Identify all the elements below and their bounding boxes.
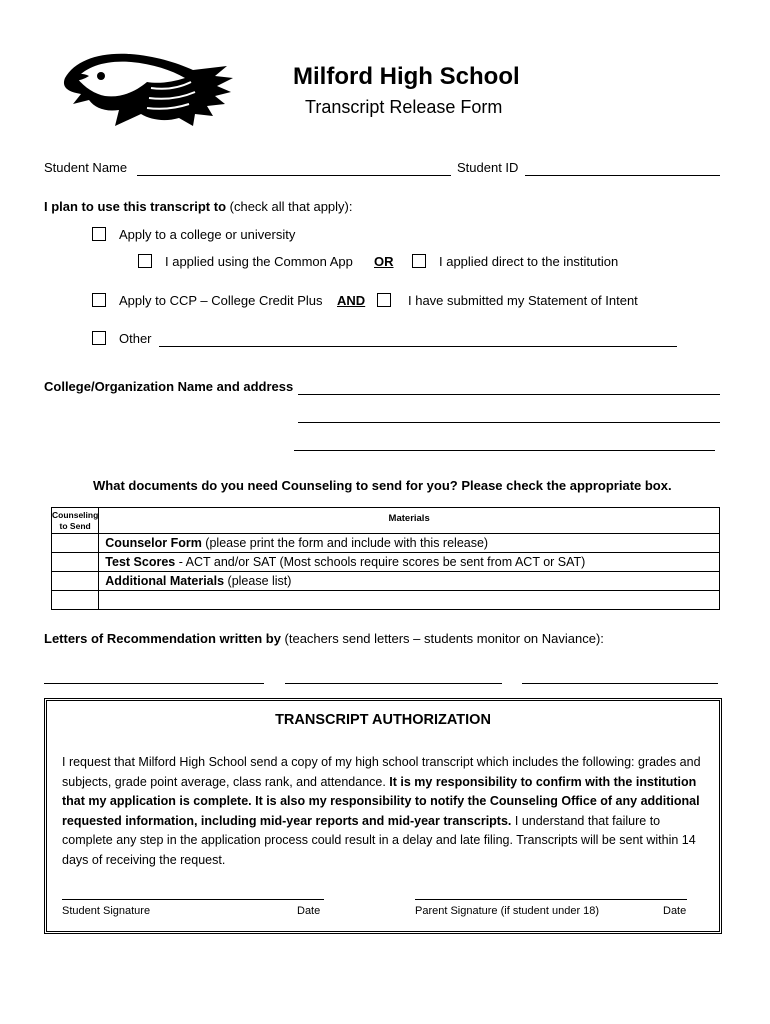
intent-label: I have submitted my Statement of Intent bbox=[408, 293, 638, 308]
student-name-label: Student Name bbox=[44, 160, 128, 175]
additional-list-cell[interactable] bbox=[99, 591, 720, 610]
student-id-field[interactable] bbox=[525, 175, 720, 176]
test-scores-cell: Test Scores - ACT and/or SAT (Most schools require scores be sent from ACT or SAT) bbox=[99, 553, 720, 572]
letters-label: Letters of Recommendation written by (teachers send letters – students monitor on Naviance): bbox=[44, 631, 604, 646]
table-row bbox=[52, 591, 720, 610]
other-field[interactable] bbox=[159, 346, 677, 347]
ccp-label: Apply to CCP – College Credit Plus bbox=[119, 293, 323, 308]
form-title: Transcript Release Form bbox=[305, 97, 503, 117]
materials-table bbox=[51, 507, 720, 610]
other-label: Other bbox=[119, 331, 152, 346]
student-name-field[interactable] bbox=[137, 175, 451, 176]
student-signature-label: Student Signature bbox=[62, 905, 151, 917]
table-row bbox=[52, 534, 720, 553]
materials-header: Materials bbox=[99, 508, 720, 534]
direct-label: I applied direct to the institution bbox=[439, 254, 619, 269]
letter-writer-field-1[interactable] bbox=[44, 683, 264, 684]
college-org-field-2[interactable] bbox=[298, 422, 720, 423]
common-app-checkbox[interactable] bbox=[138, 254, 152, 268]
school-name: Milford High School bbox=[293, 63, 520, 90]
authorization-text: I request that Milford High School send a copy of my high school transcript which includes the following: grades and subjects, grade point average, class rank, and attendance. It is my responsibility to confirm with the institution that my application is complete. It is also my responsibility to notify the Counseling Office of any additional requested information, including mid-year reports and mid-year transcripts. I understand that failure to complete any step in the application process could result in a delay and late filing. Transcripts will be sent within 14 days of receiving the request. bbox=[62, 755, 701, 867]
parent-signature-field[interactable] bbox=[415, 899, 687, 900]
counselor-form-check-cell[interactable] bbox=[52, 534, 99, 553]
table-header-row bbox=[52, 508, 720, 534]
or-label: OR bbox=[374, 254, 394, 269]
college-org-field-3[interactable] bbox=[294, 450, 715, 451]
table-row bbox=[52, 572, 720, 591]
table-row bbox=[52, 553, 720, 572]
parent-signature-label: Parent Signature (if student under 18) bbox=[415, 905, 600, 917]
college-org-field-1[interactable] bbox=[298, 394, 720, 395]
and-label: AND bbox=[337, 293, 366, 308]
counselor-form-cell: Counselor Form (please print the form and include with this release) bbox=[99, 534, 720, 553]
college-label: Apply to a college or university bbox=[119, 227, 296, 242]
letter-writer-field-2[interactable] bbox=[285, 683, 502, 684]
student-id-label: Student ID bbox=[457, 160, 519, 175]
blank-check-cell[interactable] bbox=[52, 591, 99, 610]
parent-date-label: Date bbox=[663, 905, 687, 917]
counseling-header: Counseling to Send bbox=[52, 508, 99, 534]
college-checkbox[interactable] bbox=[92, 227, 106, 241]
letter-writer-field-3[interactable] bbox=[522, 683, 718, 684]
ccp-checkbox[interactable] bbox=[92, 293, 106, 307]
additional-materials-cell: Additional Materials (please list) bbox=[99, 572, 720, 591]
student-signature-field[interactable] bbox=[62, 899, 324, 900]
additional-check-cell[interactable] bbox=[52, 572, 99, 591]
college-org-label: College/Organization Name and address bbox=[44, 379, 294, 394]
direct-checkbox[interactable] bbox=[412, 254, 426, 268]
common-app-label: I applied using the Common App bbox=[165, 254, 353, 269]
other-checkbox[interactable] bbox=[92, 331, 106, 345]
intent-checkbox[interactable] bbox=[377, 293, 391, 307]
test-scores-check-cell[interactable] bbox=[52, 553, 99, 572]
eagle-logo-icon bbox=[55, 48, 237, 132]
documents-question: What documents do you need Counseling to send for you? Please check the appropriate box. bbox=[93, 478, 672, 493]
authorization-box bbox=[44, 698, 722, 934]
student-date-label: Date bbox=[297, 905, 321, 917]
plan-prompt: I plan to use this transcript to (check all that apply): bbox=[44, 199, 353, 214]
authorization-heading: TRANSCRIPT AUTHORIZATION bbox=[275, 712, 491, 728]
